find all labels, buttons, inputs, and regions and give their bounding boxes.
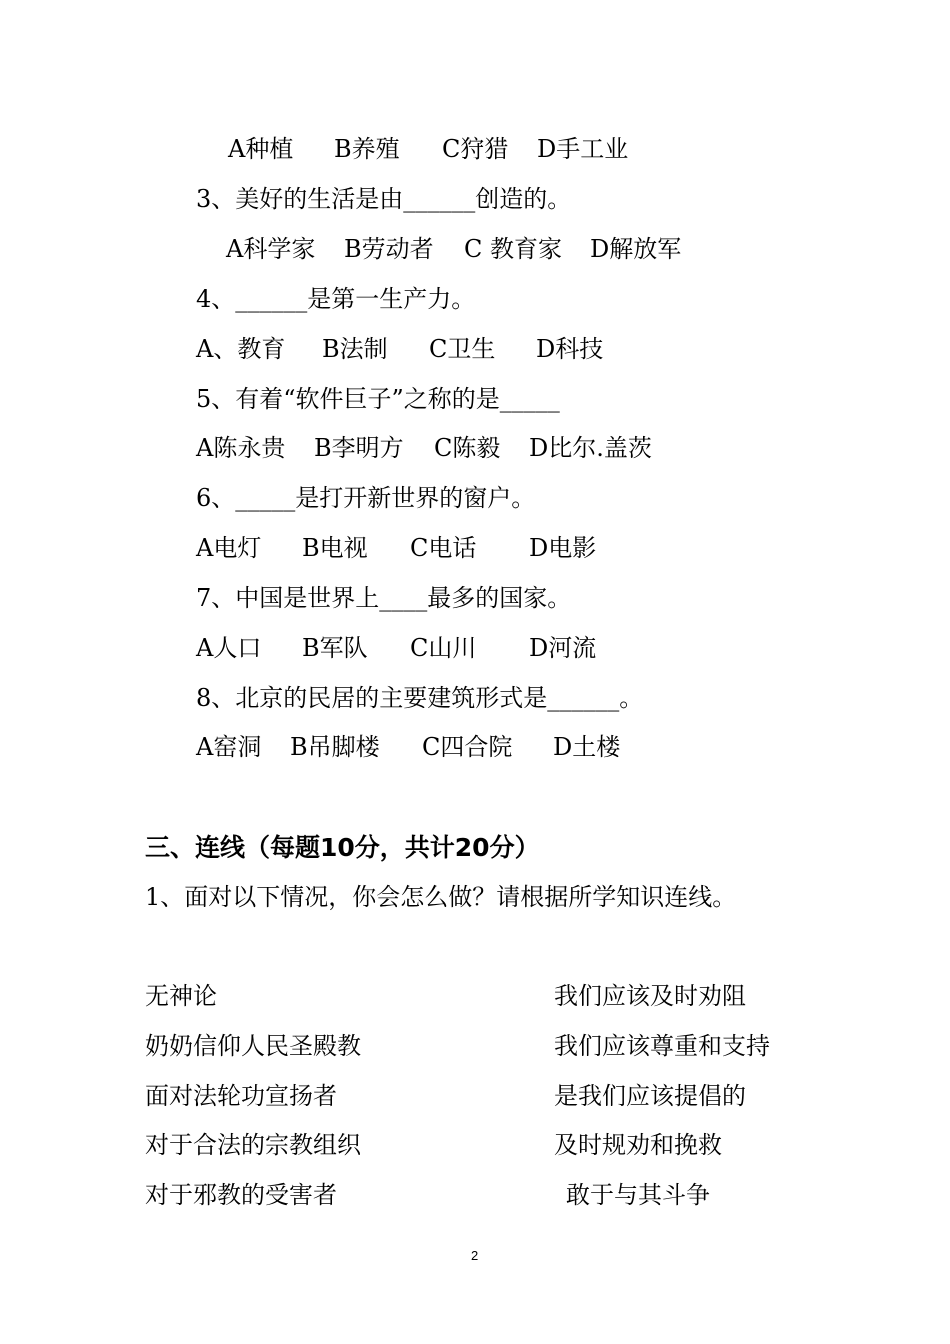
question-6-stem: 6、_____是打开新世界的窗户。	[196, 484, 536, 512]
option-d: D土楼	[553, 733, 621, 761]
match-left-2: 奶奶信仰人民圣殿教	[145, 1032, 361, 1060]
match-right-2: 我们应该尊重和支持	[554, 1032, 770, 1060]
option-b: B法制	[322, 335, 388, 363]
question-8-stem: 8、北京的民居的主要建筑形式是______。	[196, 684, 644, 712]
question-5-stem: 5、有着“软件巨子”之称的是_____	[196, 385, 560, 413]
option-b: B养殖	[334, 135, 400, 163]
option-d: D解放军	[590, 235, 682, 263]
page-number: 2	[471, 1248, 479, 1263]
option-a: A陈永贵	[196, 434, 286, 462]
question-7-stem: 7、中国是世界上____最多的国家。	[196, 584, 572, 612]
option-b: B电视	[302, 534, 368, 562]
option-c: C四合院	[422, 733, 513, 761]
option-b: B劳动者	[344, 235, 434, 263]
option-a: A电灯	[196, 534, 262, 562]
question-4-stem: 4、______是第一生产力。	[196, 285, 476, 313]
match-left-1: 无神论	[145, 982, 217, 1010]
match-right-3: 是我们应该提倡的	[554, 1082, 746, 1110]
section-instruction: 1、面对以下情况，你会怎么做？请根据所学知识连线。	[145, 883, 737, 911]
match-right-1: 我们应该及时劝阻	[554, 982, 746, 1010]
match-left-3: 面对法轮功宣扬者	[145, 1082, 337, 1110]
option-c: C电话	[410, 534, 477, 562]
option-d: D河流	[529, 634, 597, 662]
option-a: A人口	[196, 634, 262, 662]
option-c: C陈毅	[434, 434, 501, 462]
option-a: A科学家	[226, 235, 316, 263]
match-left-5: 对于邪教的受害者	[145, 1181, 337, 1209]
section-heading: 三、连线（每题10分，共计20分）	[145, 833, 540, 862]
option-c: C 教育家	[464, 235, 562, 263]
option-d: D科技	[536, 335, 604, 363]
option-b: B军队	[302, 634, 368, 662]
option-b: B吊脚楼	[290, 733, 380, 761]
option-c: C狩猎	[442, 135, 509, 163]
option-a: A窑洞	[196, 733, 262, 761]
option-a: A种植	[228, 135, 294, 163]
option-c: C卫生	[429, 335, 496, 363]
option-a: A、教育	[196, 335, 286, 363]
option-d: D电影	[529, 534, 597, 562]
option-d: D手工业	[537, 135, 629, 163]
option-d: D比尔.盖茨	[529, 434, 652, 462]
match-right-5: 敢于与其斗争	[566, 1181, 710, 1209]
match-left-4: 对于合法的宗教组织	[145, 1131, 361, 1159]
match-right-4: 及时规劝和挽救	[554, 1131, 722, 1159]
question-3-stem: 3、美好的生活是由______创造的。	[196, 185, 572, 213]
option-c: C山川	[410, 634, 477, 662]
option-b: B李明方	[314, 434, 404, 462]
